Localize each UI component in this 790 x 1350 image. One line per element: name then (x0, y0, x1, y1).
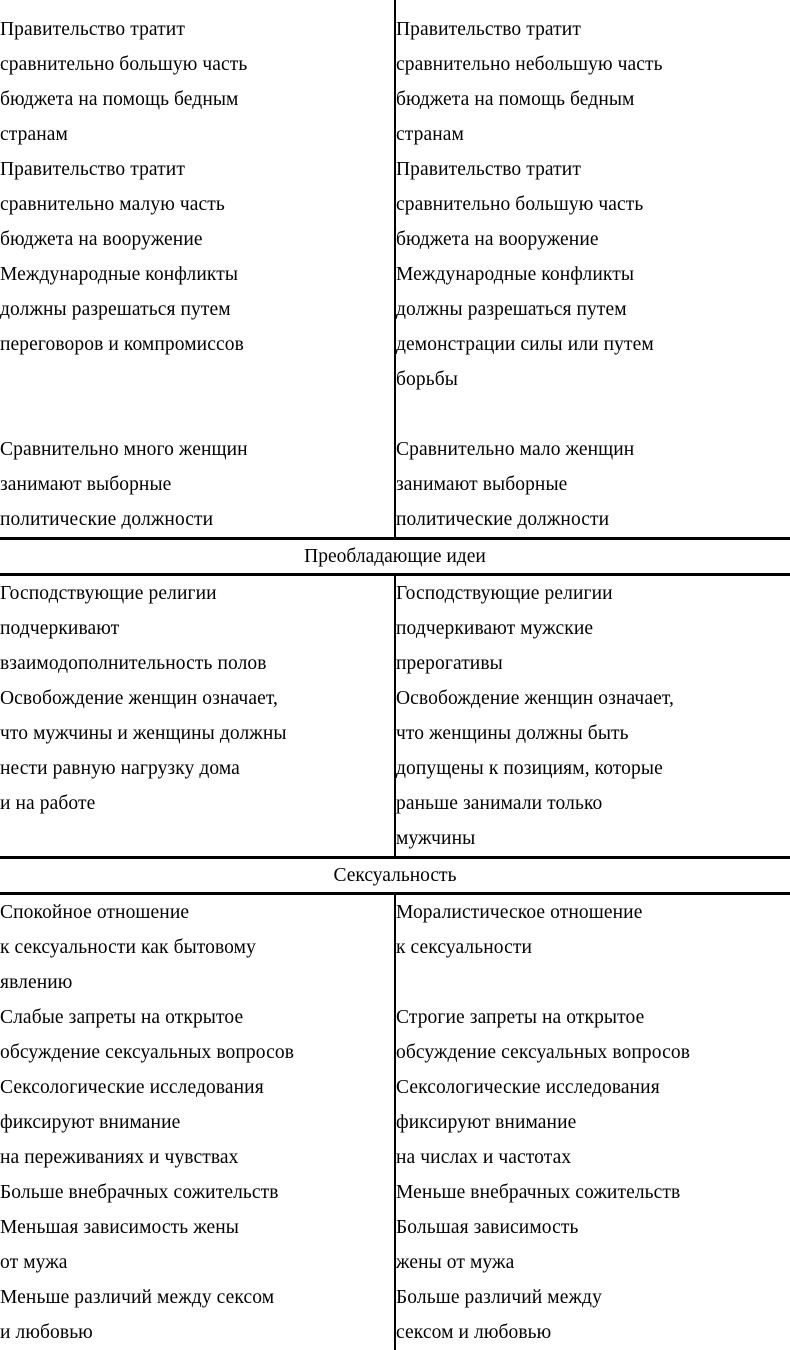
table-row (0, 1280, 790, 1350)
statement-line: Большая зависимость (396, 1217, 579, 1238)
section-heading: Сексуальность (0, 858, 790, 894)
cell-right (395, 575, 790, 682)
cell-right (395, 1175, 790, 1210)
table-row (0, 432, 790, 539)
statement-line: Больше внебрачных сожительств (0, 1182, 279, 1203)
section-heading-row (0, 539, 790, 575)
statement-right (396, 12, 790, 152)
statement-left (0, 1000, 394, 1070)
statement-line: бюджета на помощь бедным (396, 89, 635, 110)
statement-line: раньше занимали только (396, 793, 603, 814)
statement-line: Освобождение женщин означает, (0, 688, 278, 709)
cell-right (395, 1000, 790, 1070)
statement-line: переговоров и компромиссов (0, 334, 244, 355)
statement-line: бюджета на вооружение (0, 229, 203, 250)
statement-line: на переживаниях и чувствах (0, 1147, 239, 1168)
cell-left (0, 152, 395, 257)
statement-line: сравнительно малую часть (0, 194, 225, 215)
cell-right (395, 12, 790, 152)
statement-line: Правительство тратит (0, 159, 185, 180)
table-row (0, 1210, 790, 1280)
statement-left (0, 576, 394, 681)
table-row (0, 12, 790, 152)
statement-line: Господствующие религии (0, 583, 217, 604)
statement-line: Меньшая зависимость жены (0, 1217, 239, 1238)
statement-line: Правительство тратит (396, 159, 581, 180)
cell-left (0, 894, 395, 1001)
statement-line: Строгие запреты на открытое (396, 1007, 645, 1028)
gap-cell-right (395, 397, 790, 432)
statement-line: Слабые запреты на открытое (0, 1007, 244, 1028)
statement-line: что женщины должны быть (396, 723, 629, 744)
statement-line: обсуждение сексуальных вопросов (396, 1042, 691, 1063)
statement-left (0, 1210, 394, 1280)
statement-line: подчеркивают мужские (396, 618, 594, 639)
statement-line: должны разрешаться путем (396, 299, 627, 320)
statement-left (0, 12, 394, 152)
table-row (0, 681, 790, 858)
statement-line: подчеркивают (0, 618, 120, 639)
statement-right (396, 681, 790, 856)
statement-line: Меньше различий между сексом (0, 1287, 275, 1308)
section-heading: Преобладающие идеи (0, 539, 790, 575)
statement-right (396, 1210, 790, 1280)
statement-line: Сравнительно мало женщин (396, 439, 635, 460)
statement-line: странам (396, 124, 464, 145)
cell-right (395, 681, 790, 858)
column-divider-top (0, 0, 790, 12)
statement-left (0, 257, 394, 362)
cell-left (0, 257, 395, 397)
statement-line: нести равную нагрузку дома (0, 758, 240, 779)
statement-right (396, 576, 790, 681)
cell-left (0, 1000, 395, 1070)
cell-right (395, 1280, 790, 1350)
statement-right (396, 1070, 790, 1175)
row-gap (0, 397, 790, 432)
statement-right (396, 257, 790, 397)
statement-left (0, 152, 394, 257)
statement-right (396, 1280, 790, 1350)
vertical-rule (394, 0, 396, 12)
table-row (0, 152, 790, 257)
cell-left (0, 575, 395, 682)
statement-line: Сексологические исследования (396, 1077, 660, 1098)
statement-line: Международные конфликты (0, 264, 239, 285)
statement-line: к сексуальности как бытовому (0, 937, 256, 958)
section-heading-row (0, 858, 790, 894)
statement-line: должны разрешаться путем (0, 299, 231, 320)
statement-line: прерогативы (396, 653, 503, 674)
statement-line: сравнительно небольшую часть (396, 54, 663, 75)
statement-line: политические должности (0, 509, 214, 530)
cell-left (0, 1070, 395, 1175)
table-row (0, 1070, 790, 1175)
statement-line: Освобождение женщин означает, (396, 688, 674, 709)
statement-line: Спокойное отношение (0, 902, 190, 923)
statement-line: Сексологические исследования (0, 1077, 264, 1098)
statement-left (0, 1070, 394, 1175)
statement-line: Больше различий между (396, 1287, 602, 1308)
statement-line: борьбы (396, 369, 458, 390)
statement-right (396, 1000, 790, 1070)
statement-line: что мужчины и женщины должны (0, 723, 287, 744)
cell-left (0, 1210, 395, 1280)
statement-left (0, 432, 394, 537)
statement-line: Господствующие религии (396, 583, 613, 604)
statement-line: Меньше внебрачных сожительств (396, 1182, 681, 1203)
statement-left (0, 895, 394, 1000)
statement-line: допущены к позициям, которые (396, 758, 663, 779)
statement-line: к сексуальности (396, 937, 533, 958)
statement-line: сексом и любовью (396, 1322, 552, 1343)
statement-right (396, 895, 790, 965)
statement-line: странам (0, 124, 68, 145)
statement-right (396, 432, 790, 537)
statement-line: обсуждение сексуальных вопросов (0, 1042, 295, 1063)
statement-line: бюджета на помощь бедным (0, 89, 239, 110)
statement-left (0, 681, 394, 821)
statement-line: занимают выборные (396, 474, 568, 495)
table-row (0, 257, 790, 397)
table-row (0, 1175, 790, 1210)
statement-line: политические должности (396, 509, 610, 530)
statement-line: сравнительно большую часть (0, 54, 248, 75)
table-row (0, 1000, 790, 1070)
cell-left (0, 432, 395, 539)
statement-line: взаимодополнительность полов (0, 653, 267, 674)
statement-line: фиксируют внимание (0, 1112, 181, 1133)
cell-right (395, 1210, 790, 1280)
statement-line: мужчины (396, 828, 476, 849)
statement-line: бюджета на вооружение (396, 229, 599, 250)
statement-line: от мужа (0, 1252, 68, 1273)
cell-left (0, 681, 395, 858)
statement-line: и любовью (0, 1322, 93, 1343)
table-row (0, 575, 790, 682)
statement-line: жены от мужа (396, 1252, 515, 1273)
table-row (0, 894, 790, 1001)
statement-line: Международные конфликты (396, 264, 635, 285)
statement-line: занимают выборные (0, 474, 172, 495)
statement-line: на числах и частотах (396, 1147, 572, 1168)
cell-left (0, 1175, 395, 1210)
cell-right (395, 432, 790, 539)
cell-right (395, 1070, 790, 1175)
cell-right (395, 257, 790, 397)
statement-left (0, 1175, 394, 1210)
statement-left (0, 1280, 394, 1350)
statement-right (396, 152, 790, 257)
statement-line: Моралистическое отношение (396, 902, 643, 923)
statement-line: Правительство тратит (0, 19, 185, 40)
cell-left (0, 12, 395, 152)
statement-line: Сравнительно много женщин (0, 439, 248, 460)
statement-line: явлению (0, 972, 73, 993)
statement-line: и на работе (0, 793, 96, 814)
cell-right (395, 894, 790, 1001)
comparison-table (0, 12, 790, 1350)
statement-line: фиксируют внимание (396, 1112, 577, 1133)
statement-right (396, 1175, 790, 1210)
statement-line: сравнительно большую часть (396, 194, 644, 215)
cell-right (395, 152, 790, 257)
cell-left (0, 1280, 395, 1350)
statement-line: Правительство тратит (396, 19, 581, 40)
gap-cell-left (0, 397, 395, 432)
statement-line: демонстрации силы или путем (396, 334, 654, 355)
